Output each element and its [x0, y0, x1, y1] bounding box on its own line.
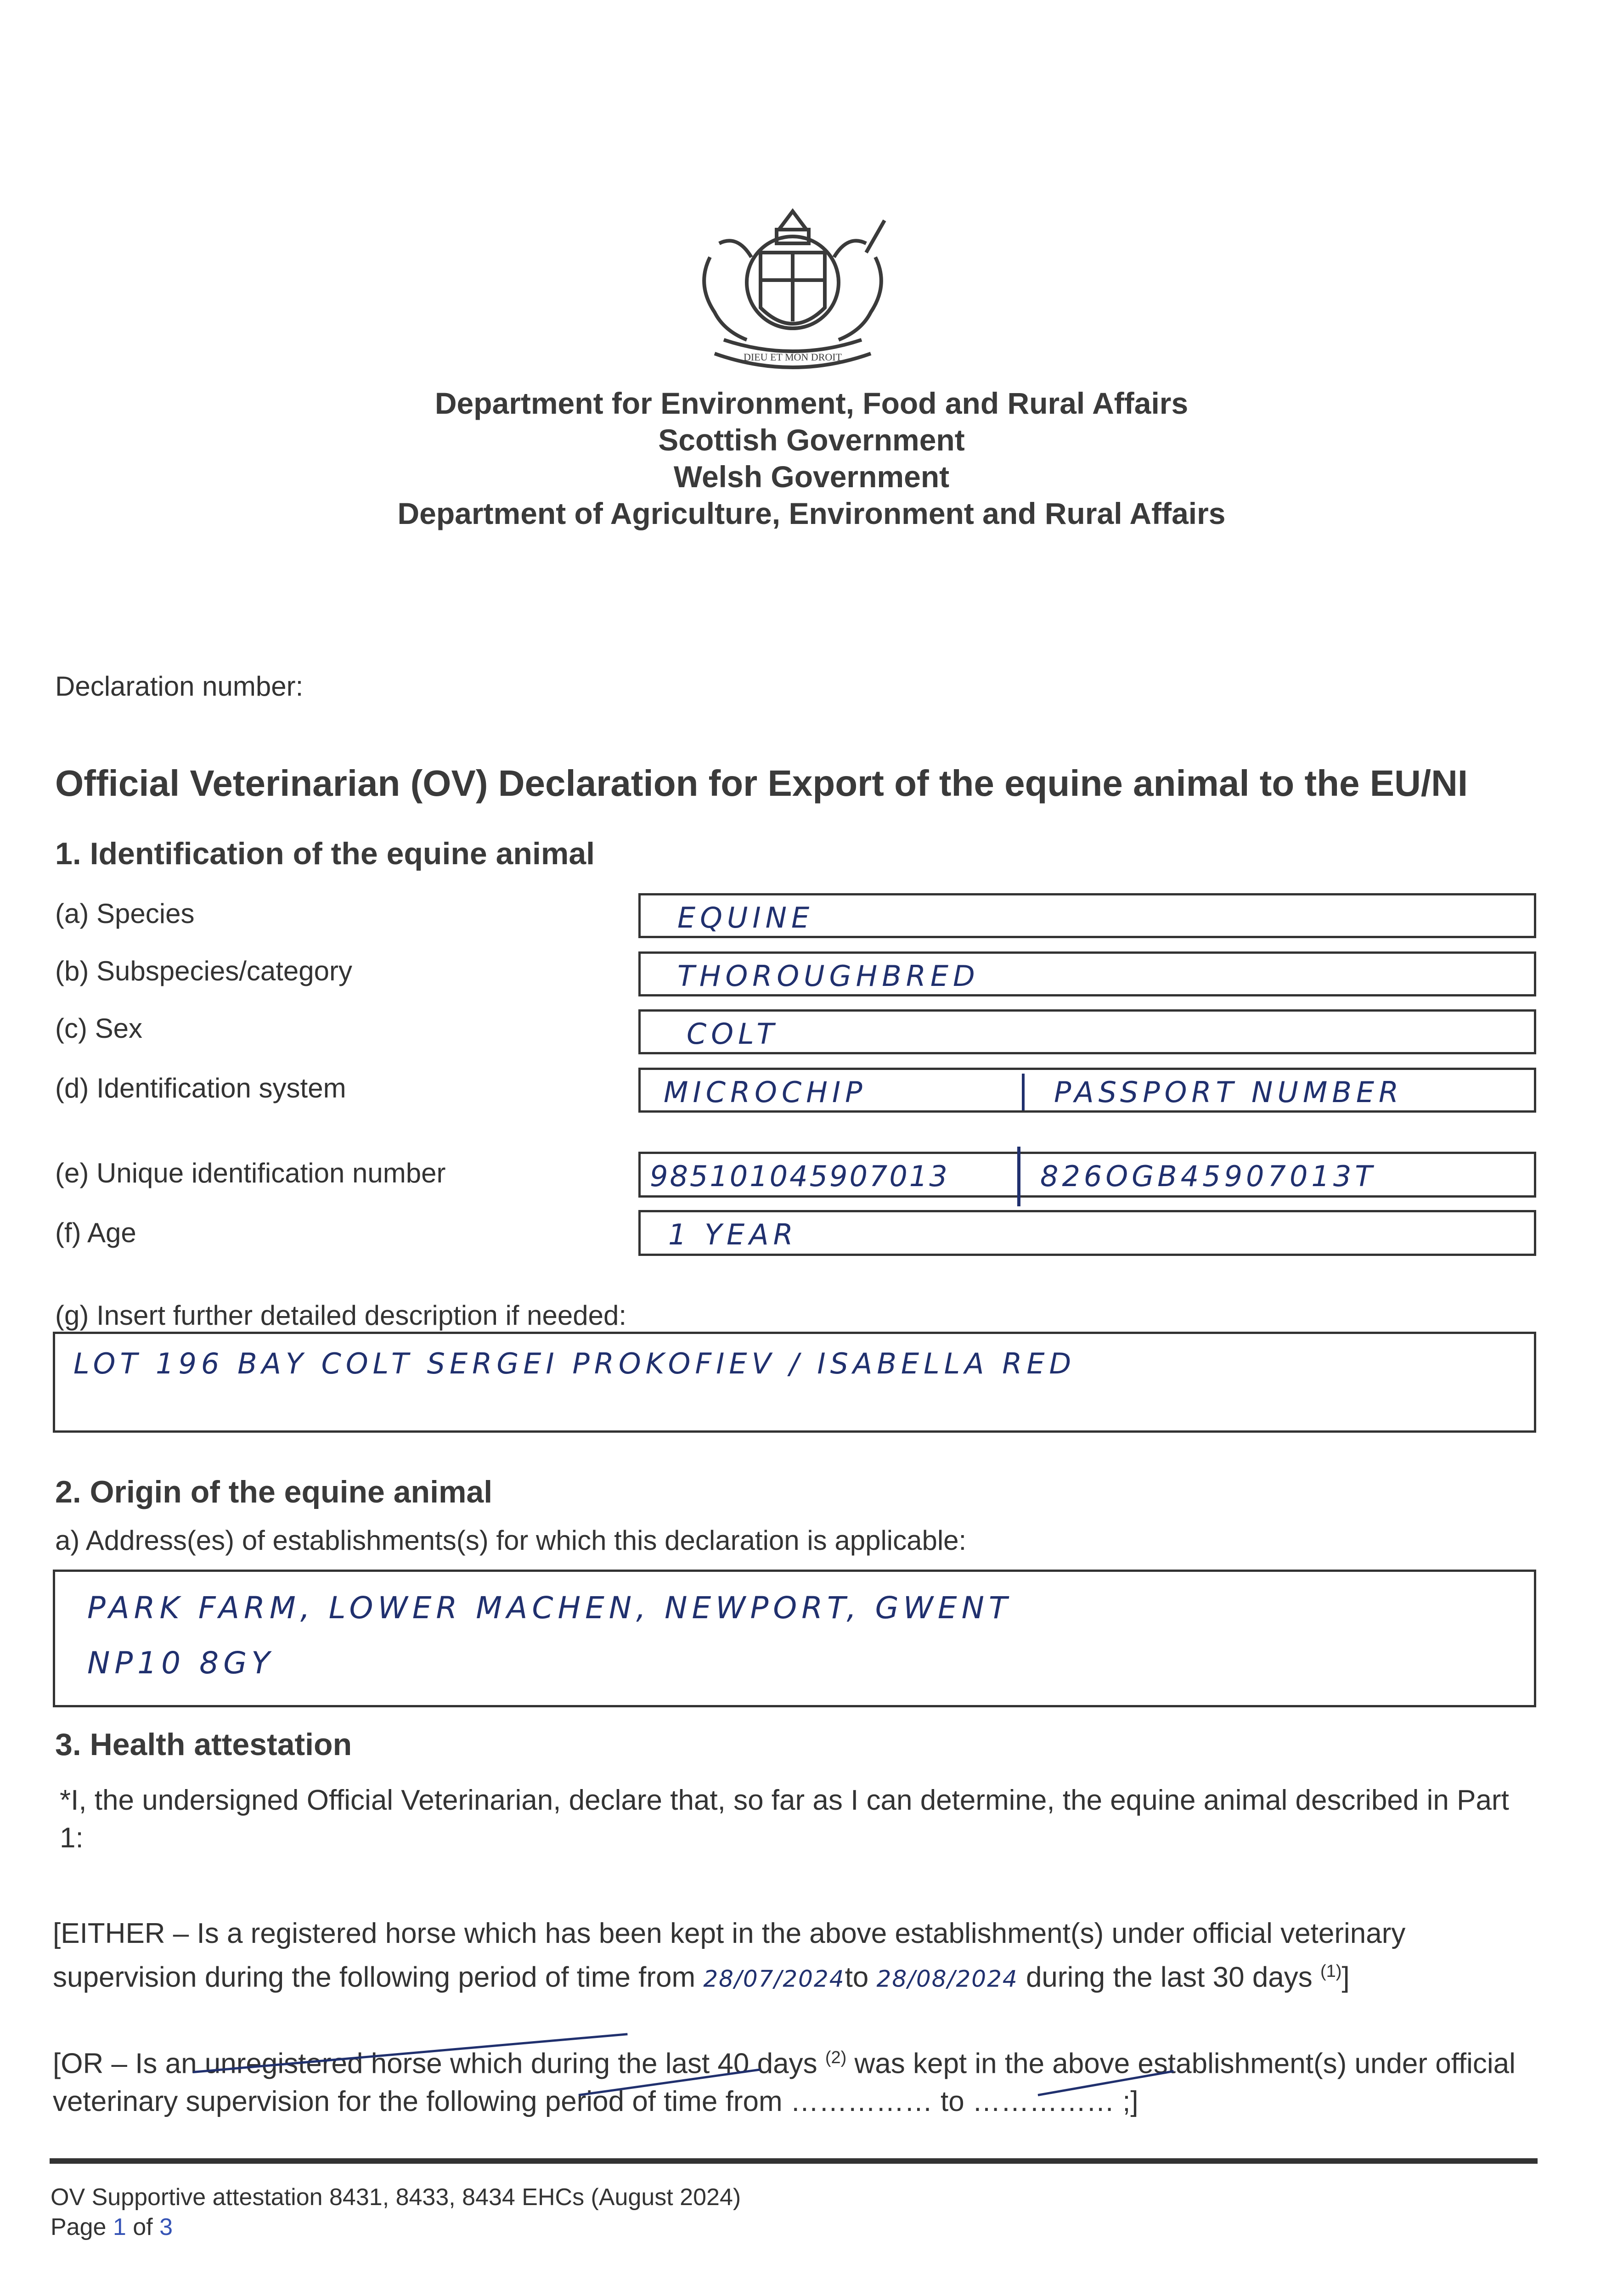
species-label: (a) Species	[55, 898, 195, 929]
page-word: Page	[51, 2214, 113, 2240]
uid-divider	[1017, 1147, 1020, 1206]
either-footnote: (1)	[1320, 1962, 1342, 1981]
age-field	[638, 1210, 1536, 1256]
dept-scottish-gov: Scottish Government	[658, 423, 965, 457]
footer-divider	[50, 2158, 1538, 2164]
address-field	[53, 1570, 1536, 1707]
sex-field	[638, 1009, 1536, 1054]
either-to-word: to	[845, 1961, 869, 1993]
uid-value-2: 826OGB45907013T	[1040, 1159, 1376, 1193]
id-system-field	[638, 1068, 1536, 1113]
id-system-divider	[1022, 1074, 1025, 1110]
either-line-1: [EITHER – Is a registered horse which has been kept in the above establishment(s) under official veterinary	[53, 1918, 1406, 1949]
health-intro-line-2: 1:	[60, 1822, 84, 1854]
id-system-value-1: MICROCHIP	[664, 1075, 867, 1109]
age-value: 1 YEAR	[668, 1218, 798, 1251]
of-word: of	[126, 2214, 160, 2240]
health-intro-line-1: *I, the undersigned Official Veterinarian, declare that, so far as I can determine, the equine animal described in Part	[60, 1784, 1509, 1816]
or-line-1-end: was kept in the above establishment(s) under official	[846, 2048, 1516, 2080]
subspecies-field	[638, 951, 1536, 996]
either-from-date: 28/07/2024	[703, 1965, 845, 1992]
either-line-2	[53, 1953, 1541, 1998]
royal-coat-of-arms	[682, 202, 903, 386]
dept-welsh-gov: Welsh Government	[673, 460, 950, 494]
sex-value: COLT	[687, 1017, 779, 1051]
uid-field	[638, 1152, 1536, 1198]
address-line-1: PARK FARM, LOWER MACHEN, NEWPORT, GWENT	[87, 1590, 1012, 1626]
address-label: a) Address(es) of establishments(s) for which this declaration is applicable:	[55, 1525, 967, 1556]
either-to-date: 28/08/2024	[876, 1965, 1018, 1992]
species-field	[638, 893, 1536, 938]
subspecies-value: THOROUGHBRED	[677, 959, 980, 993]
either-line-2-end: during the last 30 days	[1026, 1961, 1321, 1993]
subspecies-label: (b) Subspecies/category	[55, 956, 352, 986]
health-intro	[60, 1782, 1538, 1857]
section1-heading: 1. Identification of the equine animal	[55, 836, 595, 871]
or-line-1-start: [OR – Is an unregistered horse which during the last 40 days	[53, 2048, 825, 2080]
id-system-label: (d) Identification system	[55, 1073, 346, 1103]
either-line-2-start: supervision during the following period of time from	[53, 1961, 704, 1993]
or-line-1	[53, 2039, 1541, 2083]
either-clause	[53, 1915, 1541, 1998]
declaration-number-label: Declaration number:	[55, 671, 304, 702]
page-total: 3	[159, 2214, 173, 2240]
either-close-bracket: ]	[1341, 1961, 1350, 1993]
or-clause	[53, 2039, 1541, 2121]
further-description-field	[53, 1332, 1536, 1433]
footer-attestation: OV Supportive attestation 8431, 8433, 8434 EHCs (August 2024)	[51, 2184, 741, 2211]
crest-motto: DIEU ET MON DROIT	[743, 351, 842, 363]
page-indicator	[51, 2213, 173, 2241]
or-line-2: veterinary supervision for the following period of time from …………… to …………… ;]	[53, 2085, 1138, 2117]
dept-daera: Department of Agriculture, Environment and Rural Affairs	[397, 496, 1226, 530]
sex-label: (c) Sex	[55, 1013, 143, 1044]
page-title: Official Veterinarian (OV) Declaration for Export of the equine animal to the EU/NI	[55, 763, 1468, 804]
id-system-value-2: PASSPORT NUMBER	[1054, 1075, 1403, 1109]
section3-heading: 3. Health attestation	[55, 1727, 352, 1762]
uid-label: (e) Unique identification number	[55, 1158, 446, 1188]
or-footnote: (2)	[825, 2048, 847, 2067]
dept-defra: Department for Environment, Food and Rural Affairs	[434, 386, 1189, 420]
address-line-2: NP10 8GY	[87, 1645, 275, 1681]
further-description-value: LOT 196 BAY COLT SERGEI PROKOFIEV / ISABELLA RED	[73, 1347, 1076, 1380]
page-number: 1	[113, 2214, 126, 2240]
further-description-label: (g) Insert further detailed description if needed:	[55, 1300, 627, 1331]
section2-heading: 2. Origin of the equine animal	[55, 1474, 493, 1509]
species-value: EQUINE	[677, 901, 814, 934]
uid-value-1: 985101045907013	[650, 1159, 949, 1193]
age-label: (f) Age	[55, 1217, 136, 1248]
